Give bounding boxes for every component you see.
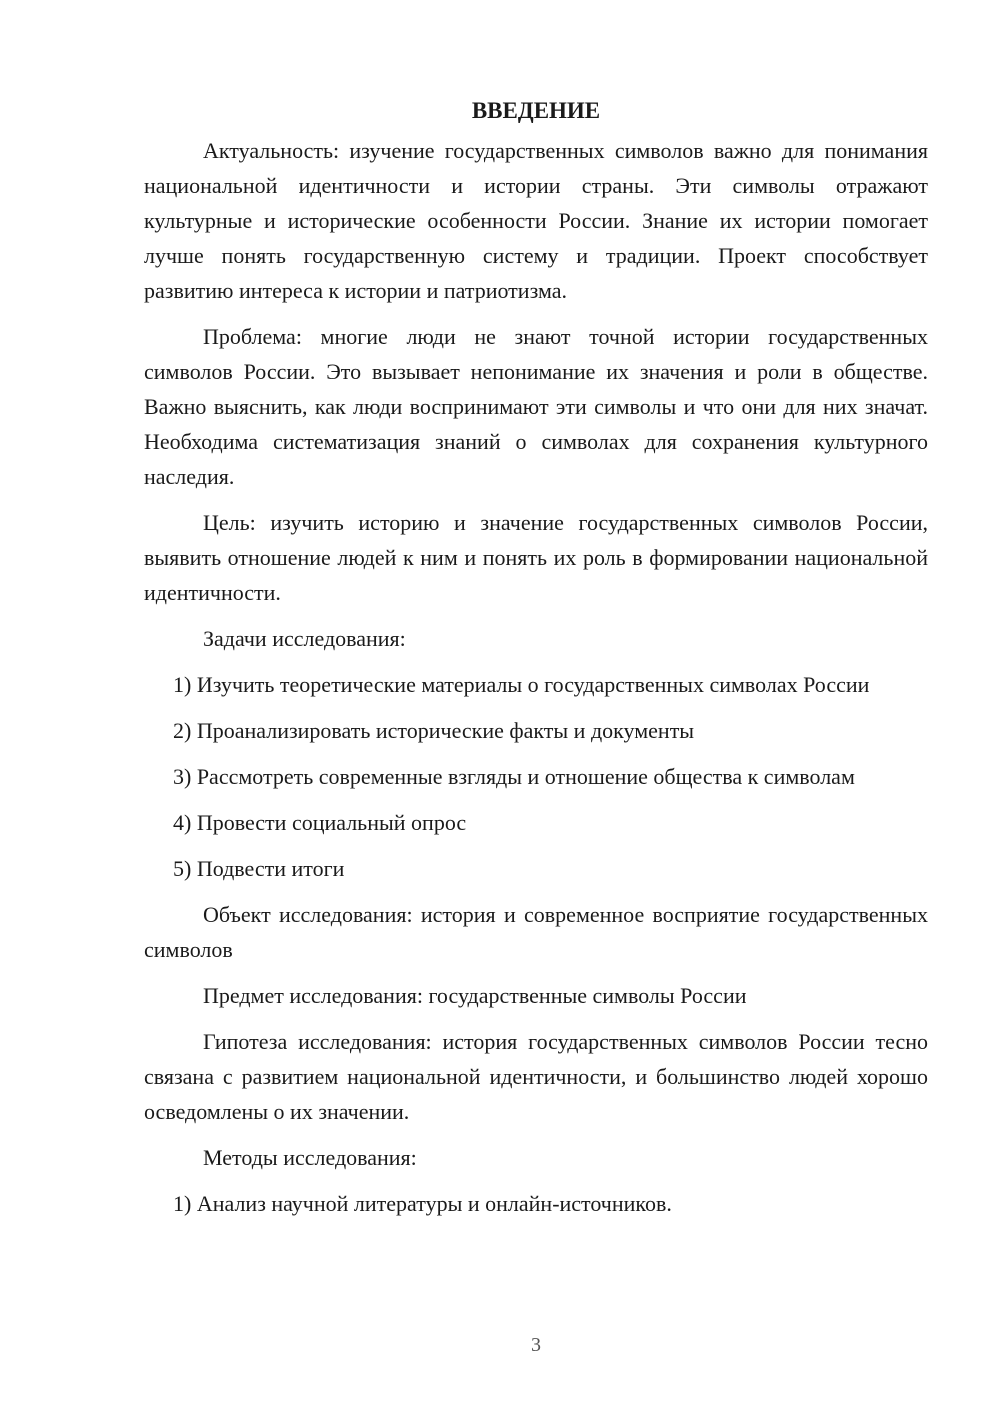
task-item: 5) Подвести итоги xyxy=(173,856,345,881)
tasks-heading: Задачи исследования: xyxy=(203,626,406,651)
method-item: 1) Анализ научной литературы и онлайн-источников. xyxy=(173,1191,672,1216)
hypothesis-paragraph: Гипотеза исследования: история государственных символов России тесно связана с развитием национальной идентичности, и большинство людей хорошо осведомлены о их значении. xyxy=(144,1029,928,1124)
task-item: 2) Проанализировать исторические факты и документы xyxy=(173,718,695,743)
page-title: ВВЕДЕНИЕ xyxy=(471,98,601,123)
methods-heading: Методы исследования: xyxy=(203,1145,417,1170)
relevance-paragraph: Актуальность: изучение государственных символов важно для понимания национальной идентичности и истории страны. Эти символы отражают культурные и исторические особенности России. Знание их истории помогает лучше понять государственную систему и традиции. Проект способствует развитию интереса к истории и патриотизма. xyxy=(144,138,928,303)
task-item: 4) Провести социальный опрос xyxy=(173,810,467,835)
task-item: 1) Изучить теоретические материалы о государственных символах России xyxy=(173,672,870,697)
page-number: 3 xyxy=(531,1334,541,1356)
document-page xyxy=(144,95,928,1232)
goal-paragraph: Цель: изучить историю и значение государственных символов России, выявить отношение людей к ним и понять их роль в формировании национальной идентичности. xyxy=(144,510,928,605)
object-paragraph: Объект исследования: история и современное восприятие государственных символов xyxy=(144,902,928,962)
task-item: 3) Рассмотреть современные взгляды и отношение общества к символам xyxy=(173,764,855,789)
subject-paragraph: Предмет исследования: государственные символы России xyxy=(203,983,747,1008)
problem-paragraph: Проблема: многие люди не знают точной истории государственных символов России. Это вызывает непонимание их значения и роли в обществе. Важно выяснить, как люди воспринимают эти символы и что они для них значат. Необходима систематизация знаний о символах для сохранения культурного наследия. xyxy=(144,324,928,489)
